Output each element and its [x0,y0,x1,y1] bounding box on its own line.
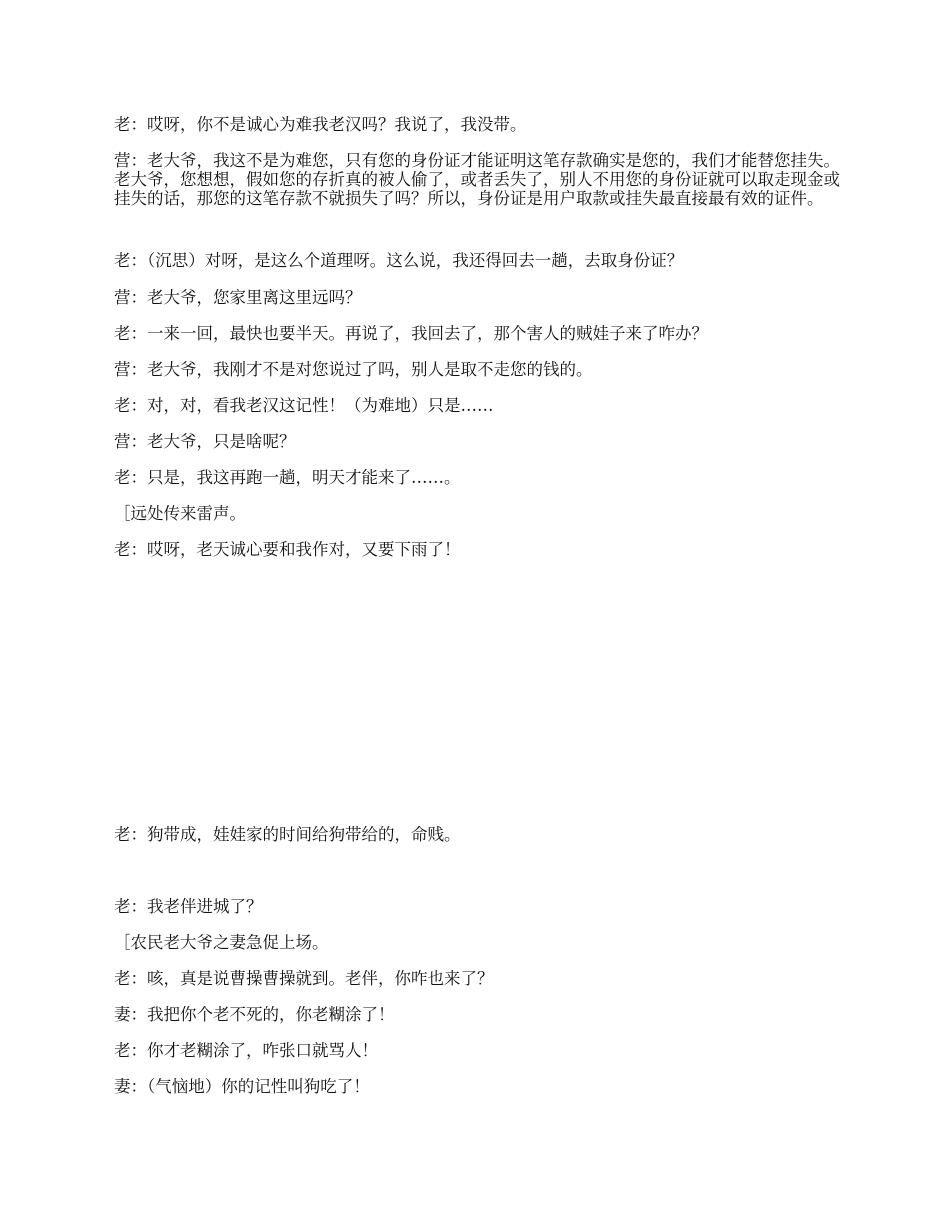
dialogue-line: 妻：（气恼地）你的记性叫狗吃了！ [114,1077,370,1096]
stage-direction: ［远处传来雷声。 [114,504,246,523]
dialogue-line: 老：一来一回，最快也要半天。再说了，我回去了，那个害人的贼娃子来了咋办？ [114,324,708,343]
dialogue-line: 营：老大爷，我这不是为难您，只有您的身份证才能证明这笔存款确实是您的，我们才能替您挂失。老大爷，您想想，假如您的存折真的被人偷了，或者丢失了，别人不用您的身份证就可以取走现金或挂失的话，那您的这笔存款不就损失了吗？所以，身份证是用户取款或挂失最直接最有效的证件。 [114,151,840,208]
dialogue-line: 老：我老伴进城了？ [114,897,263,916]
dialogue-line: 老：对，对，看我老汉这记性！（为难地）只是…… [114,396,494,415]
dialogue-line: 老：哎呀，老天诚心要和我作对，又要下雨了！ [114,540,461,559]
dialogue-line: 老：只是，我这再跑一趟，明天才能来了……。 [114,468,461,487]
dialogue-line: 老：哎呀，你不是诚心为难我老汉吗？我说了，我没带。 [114,115,527,134]
dialogue-line: 营：老大爷，我刚才不是对您说过了吗，别人是取不走您的钱的。 [114,360,593,379]
dialogue-line: 老：咳，真是说曹操曹操就到。老伴，你咋也来了？ [114,969,494,988]
dialogue-line: 老：（沉思）对呀，是这么个道理呀。这么说，我还得回去一趟，去取身份证？ [114,251,684,270]
dialogue-line: 妻：我把你个老不死的，你老糊涂了！ [114,1005,395,1024]
dialogue-line: 营：老大爷，只是啥呢？ [114,432,296,451]
dialogue-line: 营：老大爷，您家里离这里远吗？ [114,288,362,307]
dialogue-line: 老：狗带成，娃娃家的时间给狗带给的，命贱。 [114,825,461,844]
stage-direction: ［农民老大爷之妻急促上场。 [114,933,329,952]
dialogue-line: 老：你才老糊涂了，咋张口就骂人！ [114,1041,378,1060]
